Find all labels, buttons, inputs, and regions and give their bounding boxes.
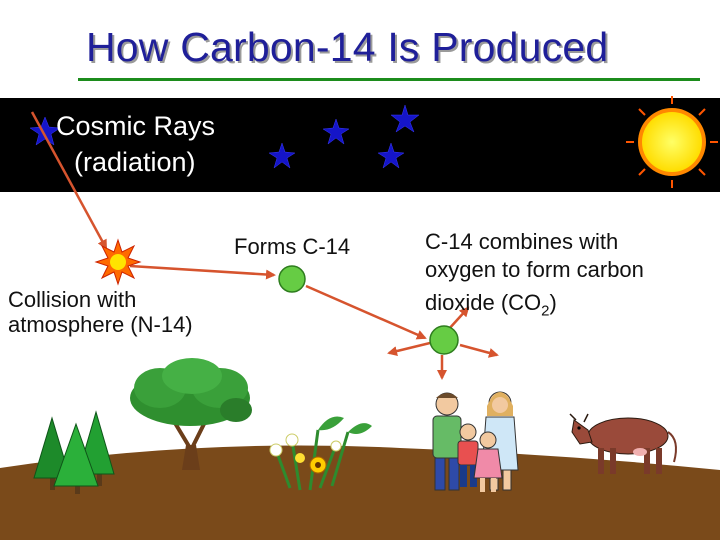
collision-burst-icon (96, 240, 140, 284)
c14-drift-arrow (306, 286, 425, 338)
co2-text-prefix: dioxide (CO (425, 290, 542, 315)
co2-molecule-icon (430, 326, 458, 354)
combines-label-line1: C-14 combines with (425, 229, 619, 254)
cosmic-rays-label-line2: (radiation) (74, 147, 196, 177)
star-icon (378, 143, 404, 168)
star-icon (323, 119, 349, 144)
collision-label-line1: Collision with (8, 287, 137, 312)
cosmic-rays-label-line1: Cosmic Rays (56, 111, 216, 141)
combines-label-line3 (425, 290, 557, 323)
page-title: How Carbon-14 Is Produced (86, 24, 609, 70)
star-icon (269, 143, 295, 168)
star-icon (391, 105, 419, 132)
co2-text-suffix: ) (549, 290, 557, 315)
forms-c14-label: Forms C-14 (234, 234, 351, 259)
collision-label-line2: atmosphere (N-14) (8, 312, 193, 337)
c14-atom-icon (279, 266, 305, 292)
sun-icon (626, 96, 718, 188)
neutron-path-arrow (130, 266, 274, 275)
co2-arrow-right (460, 345, 497, 355)
co2-subscript: 2 (541, 302, 550, 320)
co2-arrow-left (389, 343, 430, 353)
combines-label-line2: oxygen to form carbon (425, 257, 644, 282)
